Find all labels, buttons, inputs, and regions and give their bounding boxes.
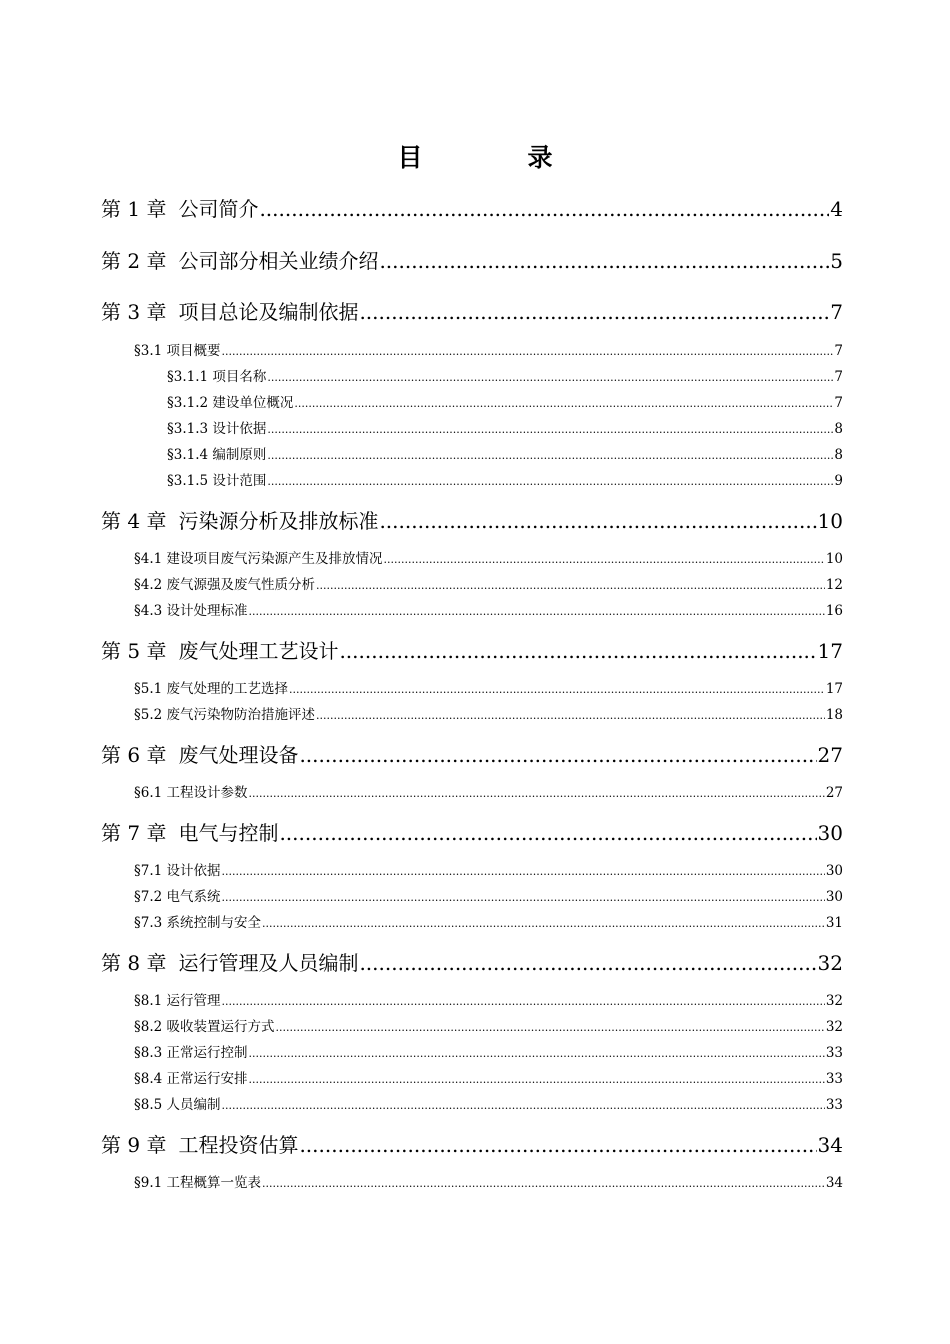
dot-leader bbox=[379, 509, 816, 533]
toc-entry-number: §8.4 bbox=[134, 1071, 163, 1087]
toc-entry-number: 第 7 章 bbox=[101, 821, 167, 845]
dot-leader bbox=[222, 865, 825, 878]
toc-chapter-entry[interactable] bbox=[101, 739, 843, 768]
toc-page-number: 7 bbox=[834, 395, 843, 411]
page-title: 目 录 bbox=[397, 143, 593, 172]
toc-entry-label bbox=[101, 1129, 298, 1158]
dot-leader bbox=[222, 1099, 825, 1112]
toc-page-number: 30 bbox=[817, 821, 843, 845]
toc-entry-text: 系统控制与安全 bbox=[166, 915, 262, 931]
toc-section-entry[interactable] bbox=[134, 1041, 843, 1061]
dot-leader bbox=[262, 1177, 825, 1190]
dot-leader bbox=[249, 1073, 825, 1086]
toc-entry-text: 人员编制 bbox=[166, 1097, 221, 1113]
toc-entry-number: §8.2 bbox=[134, 1019, 163, 1035]
toc-entry-label bbox=[167, 391, 293, 411]
toc-entry-label bbox=[101, 635, 338, 664]
dot-leader bbox=[379, 249, 829, 273]
toc-page-number: 33 bbox=[825, 1045, 843, 1061]
toc-entry-text: 电气与控制 bbox=[178, 821, 279, 845]
toc-page-number: 33 bbox=[825, 1097, 843, 1113]
dot-leader bbox=[384, 553, 825, 566]
toc-page-number: 7 bbox=[834, 369, 843, 385]
toc-entry-number: §8.3 bbox=[134, 1045, 163, 1061]
toc-entry-text: 公司简介 bbox=[178, 197, 259, 221]
toc-page-number: 12 bbox=[825, 577, 843, 593]
toc-entry-label bbox=[134, 885, 221, 905]
toc-page-number: 32 bbox=[817, 951, 843, 975]
toc-entry-label bbox=[101, 817, 278, 846]
toc-entry-text: 污染源分析及排放标准 bbox=[178, 509, 379, 533]
toc-page-number: 31 bbox=[825, 915, 843, 931]
toc-entry-text: 设计范围 bbox=[212, 473, 267, 489]
toc-entry-label bbox=[134, 677, 288, 697]
toc-page-number: 10 bbox=[825, 551, 843, 567]
toc-entry-text: 建设单位概况 bbox=[212, 395, 294, 411]
toc-entry-text: 编制原则 bbox=[212, 447, 267, 463]
toc-section-entry[interactable] bbox=[134, 703, 843, 723]
toc-entry-text: 运行管理 bbox=[166, 993, 221, 1009]
dot-leader bbox=[249, 605, 825, 618]
toc-page-number: 27 bbox=[825, 785, 843, 801]
toc-entry-text: 废气处理的工艺选择 bbox=[166, 681, 289, 697]
dot-leader bbox=[267, 449, 833, 462]
toc-section-entry[interactable] bbox=[134, 781, 843, 801]
toc-page-number: 33 bbox=[825, 1071, 843, 1087]
toc-page-number: 32 bbox=[825, 1019, 843, 1035]
toc-entry-number: §9.1 bbox=[134, 1175, 163, 1191]
dot-leader bbox=[339, 639, 816, 663]
toc-entry-text: 项目总论及编制依据 bbox=[178, 300, 359, 324]
toc-entry-number: 第 8 章 bbox=[101, 951, 167, 975]
toc-entry-number: §3.1.3 bbox=[167, 421, 209, 437]
toc-chapter-entry[interactable] bbox=[101, 296, 843, 325]
dot-leader bbox=[222, 345, 834, 358]
toc-page-number: 32 bbox=[825, 993, 843, 1009]
toc-entry-label bbox=[101, 296, 358, 325]
toc-entry-label bbox=[134, 859, 221, 879]
toc-entry-label bbox=[101, 193, 258, 222]
toc-entry-label bbox=[134, 703, 315, 723]
toc-chapter-entry[interactable] bbox=[101, 947, 843, 976]
toc-chapter-entry[interactable] bbox=[101, 505, 843, 534]
toc-section-entry[interactable] bbox=[134, 339, 843, 359]
dot-leader bbox=[359, 951, 816, 975]
toc-section-entry[interactable] bbox=[167, 443, 843, 463]
toc-entry-number: §7.1 bbox=[134, 863, 163, 879]
toc-page-number: 34 bbox=[825, 1175, 843, 1191]
toc-page-number: 17 bbox=[825, 681, 843, 697]
toc-section-entry[interactable] bbox=[134, 1093, 843, 1113]
toc-section-entry[interactable] bbox=[167, 391, 843, 411]
toc-section-entry[interactable] bbox=[167, 469, 843, 489]
dot-leader bbox=[259, 197, 829, 221]
toc-page-number: 27 bbox=[817, 743, 843, 767]
toc-entry-number: §3.1 bbox=[134, 343, 163, 359]
dot-leader bbox=[222, 995, 825, 1008]
dot-leader bbox=[316, 579, 825, 592]
toc-entry-text: 设计依据 bbox=[166, 863, 221, 879]
dot-leader bbox=[289, 683, 825, 696]
dot-leader bbox=[222, 891, 825, 904]
toc-entry-label bbox=[134, 781, 248, 801]
toc-entry-number: §3.1.5 bbox=[167, 473, 209, 489]
toc-page-number: 10 bbox=[817, 509, 843, 533]
toc-section-entry[interactable] bbox=[134, 677, 843, 697]
toc-entry-label bbox=[101, 947, 358, 976]
toc-entry-number: 第 5 章 bbox=[101, 639, 167, 663]
toc-entry-text: 电气系统 bbox=[166, 889, 221, 905]
toc-entry-text: 正常运行控制 bbox=[166, 1045, 248, 1061]
toc-entry-label bbox=[167, 417, 266, 437]
toc-page-number: 7 bbox=[834, 343, 843, 359]
toc-entry-label bbox=[101, 739, 298, 768]
toc-entry-text: 废气污染物防治措施评述 bbox=[166, 707, 316, 723]
dot-leader bbox=[279, 821, 816, 845]
toc-entry-text: 废气源强及废气性质分析 bbox=[166, 577, 316, 593]
toc-entry-text: 设计依据 bbox=[212, 421, 267, 437]
toc-page-number: 34 bbox=[817, 1133, 843, 1157]
toc-chapter-entry[interactable] bbox=[101, 245, 843, 274]
toc-entry-number: §7.3 bbox=[134, 915, 163, 931]
toc-entry-label bbox=[101, 505, 378, 534]
toc-entry-label bbox=[167, 469, 266, 489]
toc-page-number: 4 bbox=[830, 197, 843, 221]
toc-entry-number: §8.5 bbox=[134, 1097, 163, 1113]
toc-entry-number: §4.3 bbox=[134, 603, 163, 619]
toc-section-entry[interactable] bbox=[134, 547, 843, 567]
toc-page-number: 7 bbox=[830, 300, 843, 324]
toc-section-entry[interactable] bbox=[167, 417, 843, 437]
toc-entry-number: §4.2 bbox=[134, 577, 163, 593]
toc-entry-text: 吸收装置运行方式 bbox=[166, 1019, 275, 1035]
toc-entry-label bbox=[134, 911, 261, 931]
toc-entry-number: 第 6 章 bbox=[101, 743, 167, 767]
toc-entry-number: 第 4 章 bbox=[101, 509, 167, 533]
toc-entry-label bbox=[134, 573, 315, 593]
toc-entry-text: 运行管理及人员编制 bbox=[178, 951, 359, 975]
toc-entry-text: 公司部分相关业绩介绍 bbox=[178, 249, 379, 273]
toc-entry-label bbox=[167, 443, 266, 463]
dot-leader bbox=[267, 371, 833, 384]
toc-entry-label bbox=[101, 245, 378, 274]
dot-leader bbox=[262, 917, 825, 930]
toc-chapter-entry[interactable] bbox=[101, 193, 843, 222]
toc-entry-text: 项目概要 bbox=[166, 343, 221, 359]
toc-entry-number: §6.1 bbox=[134, 785, 163, 801]
toc-entry-number: §8.1 bbox=[134, 993, 163, 1009]
toc-section-entry[interactable] bbox=[134, 599, 843, 619]
toc-entry-label bbox=[134, 1041, 248, 1061]
toc-entry-label bbox=[134, 1171, 261, 1191]
toc-page-number: 18 bbox=[825, 707, 843, 723]
toc-entry-number: 第 9 章 bbox=[101, 1133, 167, 1157]
dot-leader bbox=[276, 1021, 825, 1034]
toc-section-entry[interactable] bbox=[134, 885, 843, 905]
toc-chapter-entry[interactable] bbox=[101, 635, 843, 664]
dot-leader bbox=[359, 300, 829, 324]
toc-page-number: 8 bbox=[834, 447, 843, 463]
toc-page-number: 30 bbox=[825, 889, 843, 905]
dot-leader bbox=[316, 709, 825, 722]
toc-entry-label bbox=[134, 547, 383, 567]
toc-entry-label bbox=[134, 989, 221, 1009]
toc-entry-text: 项目名称 bbox=[212, 369, 267, 385]
toc-entry-text: 正常运行安排 bbox=[166, 1071, 248, 1087]
toc-section-entry[interactable] bbox=[134, 859, 843, 879]
dot-leader bbox=[249, 787, 825, 800]
toc-page-number: 5 bbox=[830, 249, 843, 273]
toc-page-number: 9 bbox=[834, 473, 843, 489]
toc-section-entry[interactable] bbox=[134, 1067, 843, 1087]
toc-entry-label bbox=[134, 1015, 275, 1035]
toc-section-entry[interactable] bbox=[134, 1171, 843, 1191]
toc-entry-number: §4.1 bbox=[134, 551, 163, 567]
toc-page-number: 8 bbox=[834, 421, 843, 437]
toc-entry-text: 设计处理标准 bbox=[166, 603, 248, 619]
toc-section-entry[interactable] bbox=[134, 1015, 843, 1035]
toc-entry-number: §7.2 bbox=[134, 889, 163, 905]
toc-entry-number: §3.1.2 bbox=[167, 395, 209, 411]
toc-entry-number: 第 3 章 bbox=[101, 300, 167, 324]
toc-chapter-entry[interactable] bbox=[101, 817, 843, 846]
dot-leader bbox=[294, 397, 833, 410]
dot-leader bbox=[299, 743, 816, 767]
toc-entry-number: §5.1 bbox=[134, 681, 163, 697]
toc-entry-text: 废气处理工艺设计 bbox=[178, 639, 339, 663]
toc-entry-label bbox=[134, 1067, 248, 1087]
toc-entry-text: 建设项目废气污染源产生及排放情况 bbox=[166, 551, 383, 567]
dot-leader bbox=[267, 423, 833, 436]
toc-section-entry[interactable] bbox=[167, 365, 843, 385]
toc-page-number: 30 bbox=[825, 863, 843, 879]
toc-section-entry[interactable] bbox=[134, 573, 843, 593]
toc-entry-text: 废气处理设备 bbox=[178, 743, 299, 767]
dot-leader bbox=[299, 1133, 816, 1157]
toc-entry-label bbox=[167, 365, 266, 385]
toc-entry-label bbox=[134, 599, 248, 619]
toc-entry-label bbox=[134, 339, 221, 359]
dot-leader bbox=[267, 475, 833, 488]
toc-entry-label bbox=[134, 1093, 221, 1113]
toc-entry-text: 工程投资估算 bbox=[178, 1133, 299, 1157]
toc-section-entry[interactable] bbox=[134, 911, 843, 931]
dot-leader bbox=[249, 1047, 825, 1060]
toc-entry-text: 工程概算一览表 bbox=[166, 1175, 262, 1191]
toc-entry-number: §3.1.1 bbox=[167, 369, 209, 385]
toc-entry-number: §5.2 bbox=[134, 707, 163, 723]
toc-chapter-entry[interactable] bbox=[101, 1129, 843, 1158]
toc-entry-text: 工程设计参数 bbox=[166, 785, 248, 801]
toc-page-number: 17 bbox=[817, 639, 843, 663]
toc-entry-number: §3.1.4 bbox=[167, 447, 209, 463]
toc-entry-number: 第 2 章 bbox=[101, 249, 167, 273]
toc-section-entry[interactable] bbox=[134, 989, 843, 1009]
toc-entry-number: 第 1 章 bbox=[101, 197, 167, 221]
toc-page-number: 16 bbox=[825, 603, 843, 619]
